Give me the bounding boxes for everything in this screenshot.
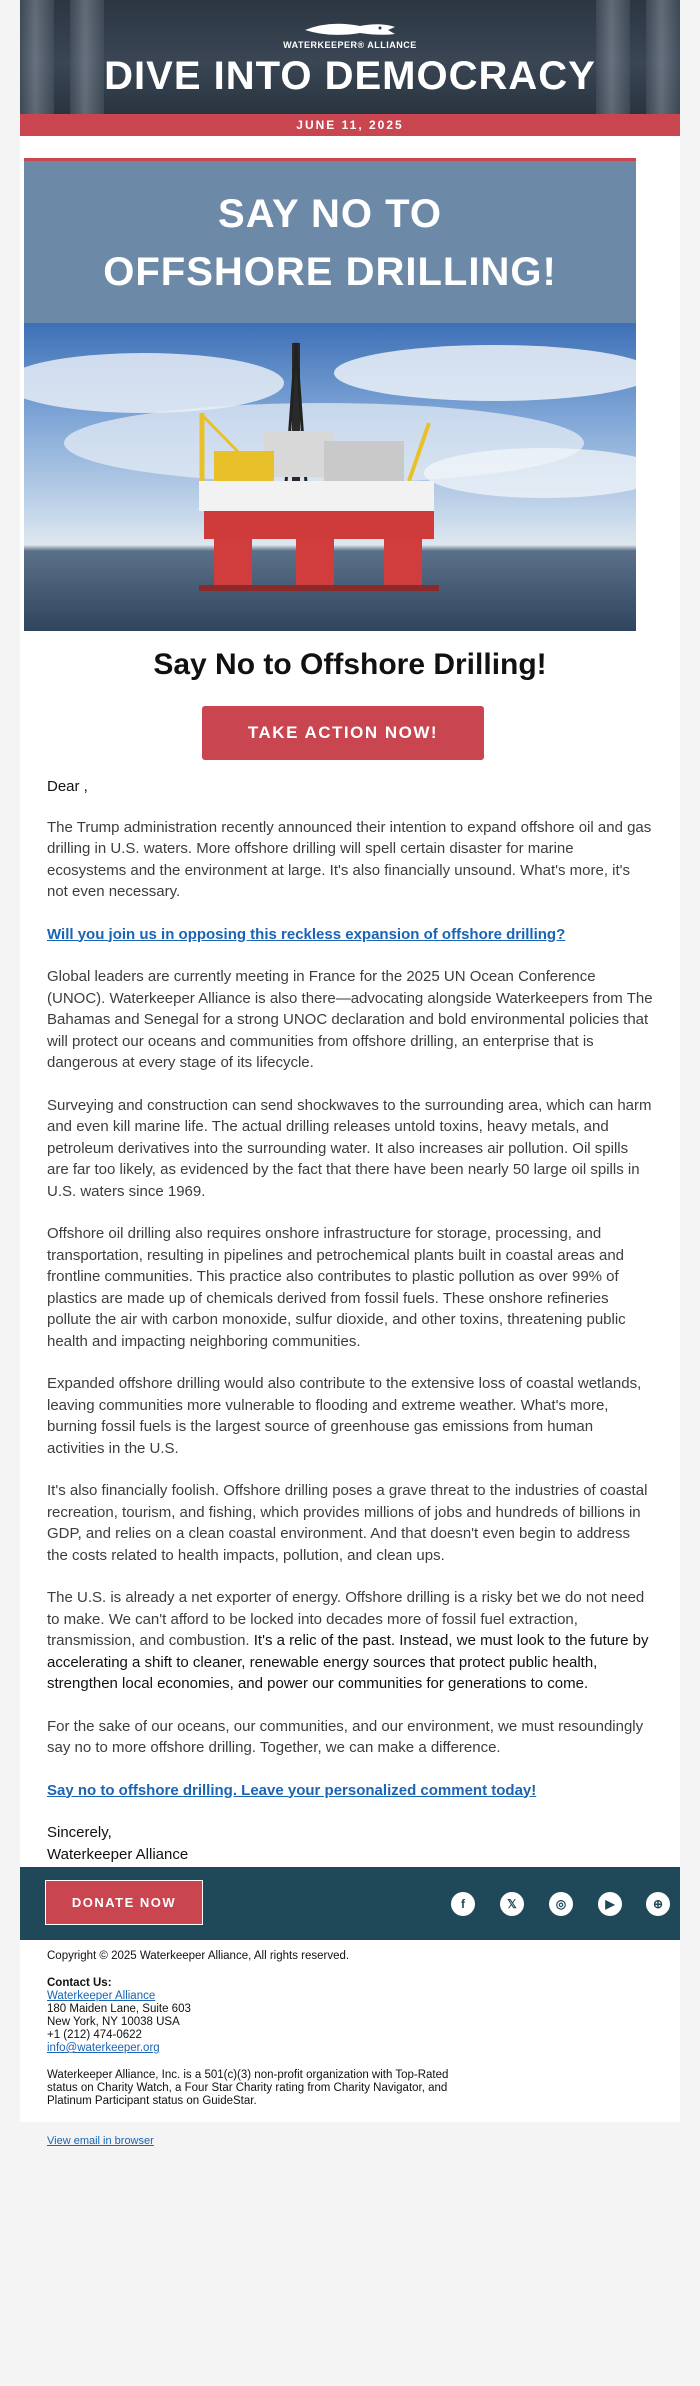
paragraph: Global leaders are currently meeting in France for the 2025 UN Ocean Conference (UNOC). Waterkeeper Alliance is also there—advocating alongside Waterkeepers from The Bahamas and Senegal for a strong UNOC declaration and bold environmental policies that will protect our oceans and communities from offshore drilling, an enterprise that is dangerous at every stage of its lifecycle. [47,968,653,1071]
paragraph: Offshore oil drilling also requires onshore infrastructure for storage, processing, and transportation, resulting in pipelines and petrochemical plants built in coastal areas and frontline communities. This practice also contributes to plastic pollution as over 99% of plastics are made up of chemicals derived from fossil fuels. These onshore refineries pollute the air with carbon monoxide, sulfur dioxide, and other toxins, threatening public health and impacting neighboring communities. [47,1225,626,1350]
energy-text: The U.S. is already a net exporter of energy. Offshore drilling is a risky bet we do not need to make. We can't afford to be locked into decades more of fossil fuel extraction, transmission, and combustion. [47,1589,645,1649]
email-link[interactable]: info@waterkeeper.org [47,2042,160,2054]
paragraph: It's also financially foolish. Offshore drilling poses a grave threat to the industries of coastal recreation, tourism, and fishing, which provides millions of jobs and hundreds of billions in GDP, and relies on a clean coastal environment. And that doesn't even begin to address the costs related to health impacts, pollution, and clean ups. [47,1482,648,1564]
brand-name: WATERKEEPER® ALLIANCE [283,40,417,50]
globe-icon[interactable]: ⊕ [646,1892,670,1916]
facebook-icon[interactable]: f [451,1892,475,1916]
issue-date: JUNE 11, 2025 [20,114,680,136]
donate-button[interactable]: DONATE NOW [45,1880,203,1925]
main-headline: Say No to Offshore Drilling! [153,648,547,681]
footer-bar [20,1867,680,1940]
instagram-icon[interactable]: ◎ [549,1892,573,1916]
oil-rig-photo [24,323,636,631]
phone: +1 (212) 474-0622 [47,2029,142,2041]
header-banner [20,0,680,114]
newsletter-title: DIVE INTO DEMOCRACY [104,54,596,98]
take-action-button[interactable]: TAKE ACTION NOW! [202,706,484,760]
contact-heading: Contact Us: [47,1977,112,1989]
energy-emphasis: It's a relic of the past. Instead, we must look to the future by accelerating a shift to cleaner, renewable energy sources that protect public health, strengthen local economies, and power our communities for generations to come. [47,1632,649,1692]
youtube-icon[interactable]: ▶ [598,1892,622,1916]
comment-link[interactable]: Say no to offshore drilling. Leave your personalized comment today! [47,1781,537,1799]
signature: Waterkeeper Alliance [47,1845,189,1863]
copyright: Copyright © 2025 Waterkeeper Alliance, All rights reserved. [47,1950,350,1962]
address-line-2: New York, NY 10038 USA [47,2016,180,2028]
view-in-browser-link[interactable]: View email in browser [47,2135,154,2147]
banner-line-1: SAY NO TO [218,192,442,236]
x-icon[interactable]: 𝕏 [500,1892,524,1916]
footer-legal [47,1950,467,2108]
paragraph: Surveying and construction can send shockwaves to the surrounding area, which can harm and even kill marine life. The actual drilling releases untold toxins, heavy metals, and petroleum derivatives into the surrounding water. It also increases air pollution. Oil spills are far too likely, as evidenced by the fact that there have been nearly 50 large oil spills in U.S. waters since 1969. [47,1096,652,1200]
signoff: Sincerely, [47,1824,112,1841]
letter-body [47,776,653,1865]
nonprofit-statement: Waterkeeper Alliance, Inc. is a 501(c)(3) non-profit organization with Top-Rated status on Charity Watch, a Four Star Charity rating from Charity Navigator, and Platinum Participant status on GuideStar. [47,2069,449,2107]
greeting: Dear , [47,778,88,795]
paragraph: For the sake of our oceans, our communities, and our environment, we must resoundingly say no to more offshore drilling. Together, we can make a difference. [47,1717,644,1756]
paragraph-energy [47,1587,653,1695]
paragraph: The Trump administration recently announced their intention to expand offshore oil and gas drilling in U.S. waters. More offshore drilling will spell certain disaster for marine ecosystems and the environment at large. It's also financially unsound. What's more, it's not even necessary. [47,818,652,900]
hero-banner [24,161,636,323]
org-link[interactable]: Waterkeeper Alliance [47,1990,156,2002]
hero-section [24,158,636,631]
join-us-link[interactable]: Will you join us in opposing this reckless expansion of offshore drilling? [47,925,566,943]
address-line-1: 180 Maiden Lane, Suite 603 [47,2003,191,2015]
banner-line-2: OFFSHORE DRILLING! [103,250,557,294]
paragraph: Expanded offshore drilling would also contribute to the extensive loss of coastal wetlands, leaving communities more vulnerable to flooding and extreme weather. What's more, burning fossil fuels is the largest source of greenhouse gas emissions from human activities in the U.S. [47,1375,642,1457]
